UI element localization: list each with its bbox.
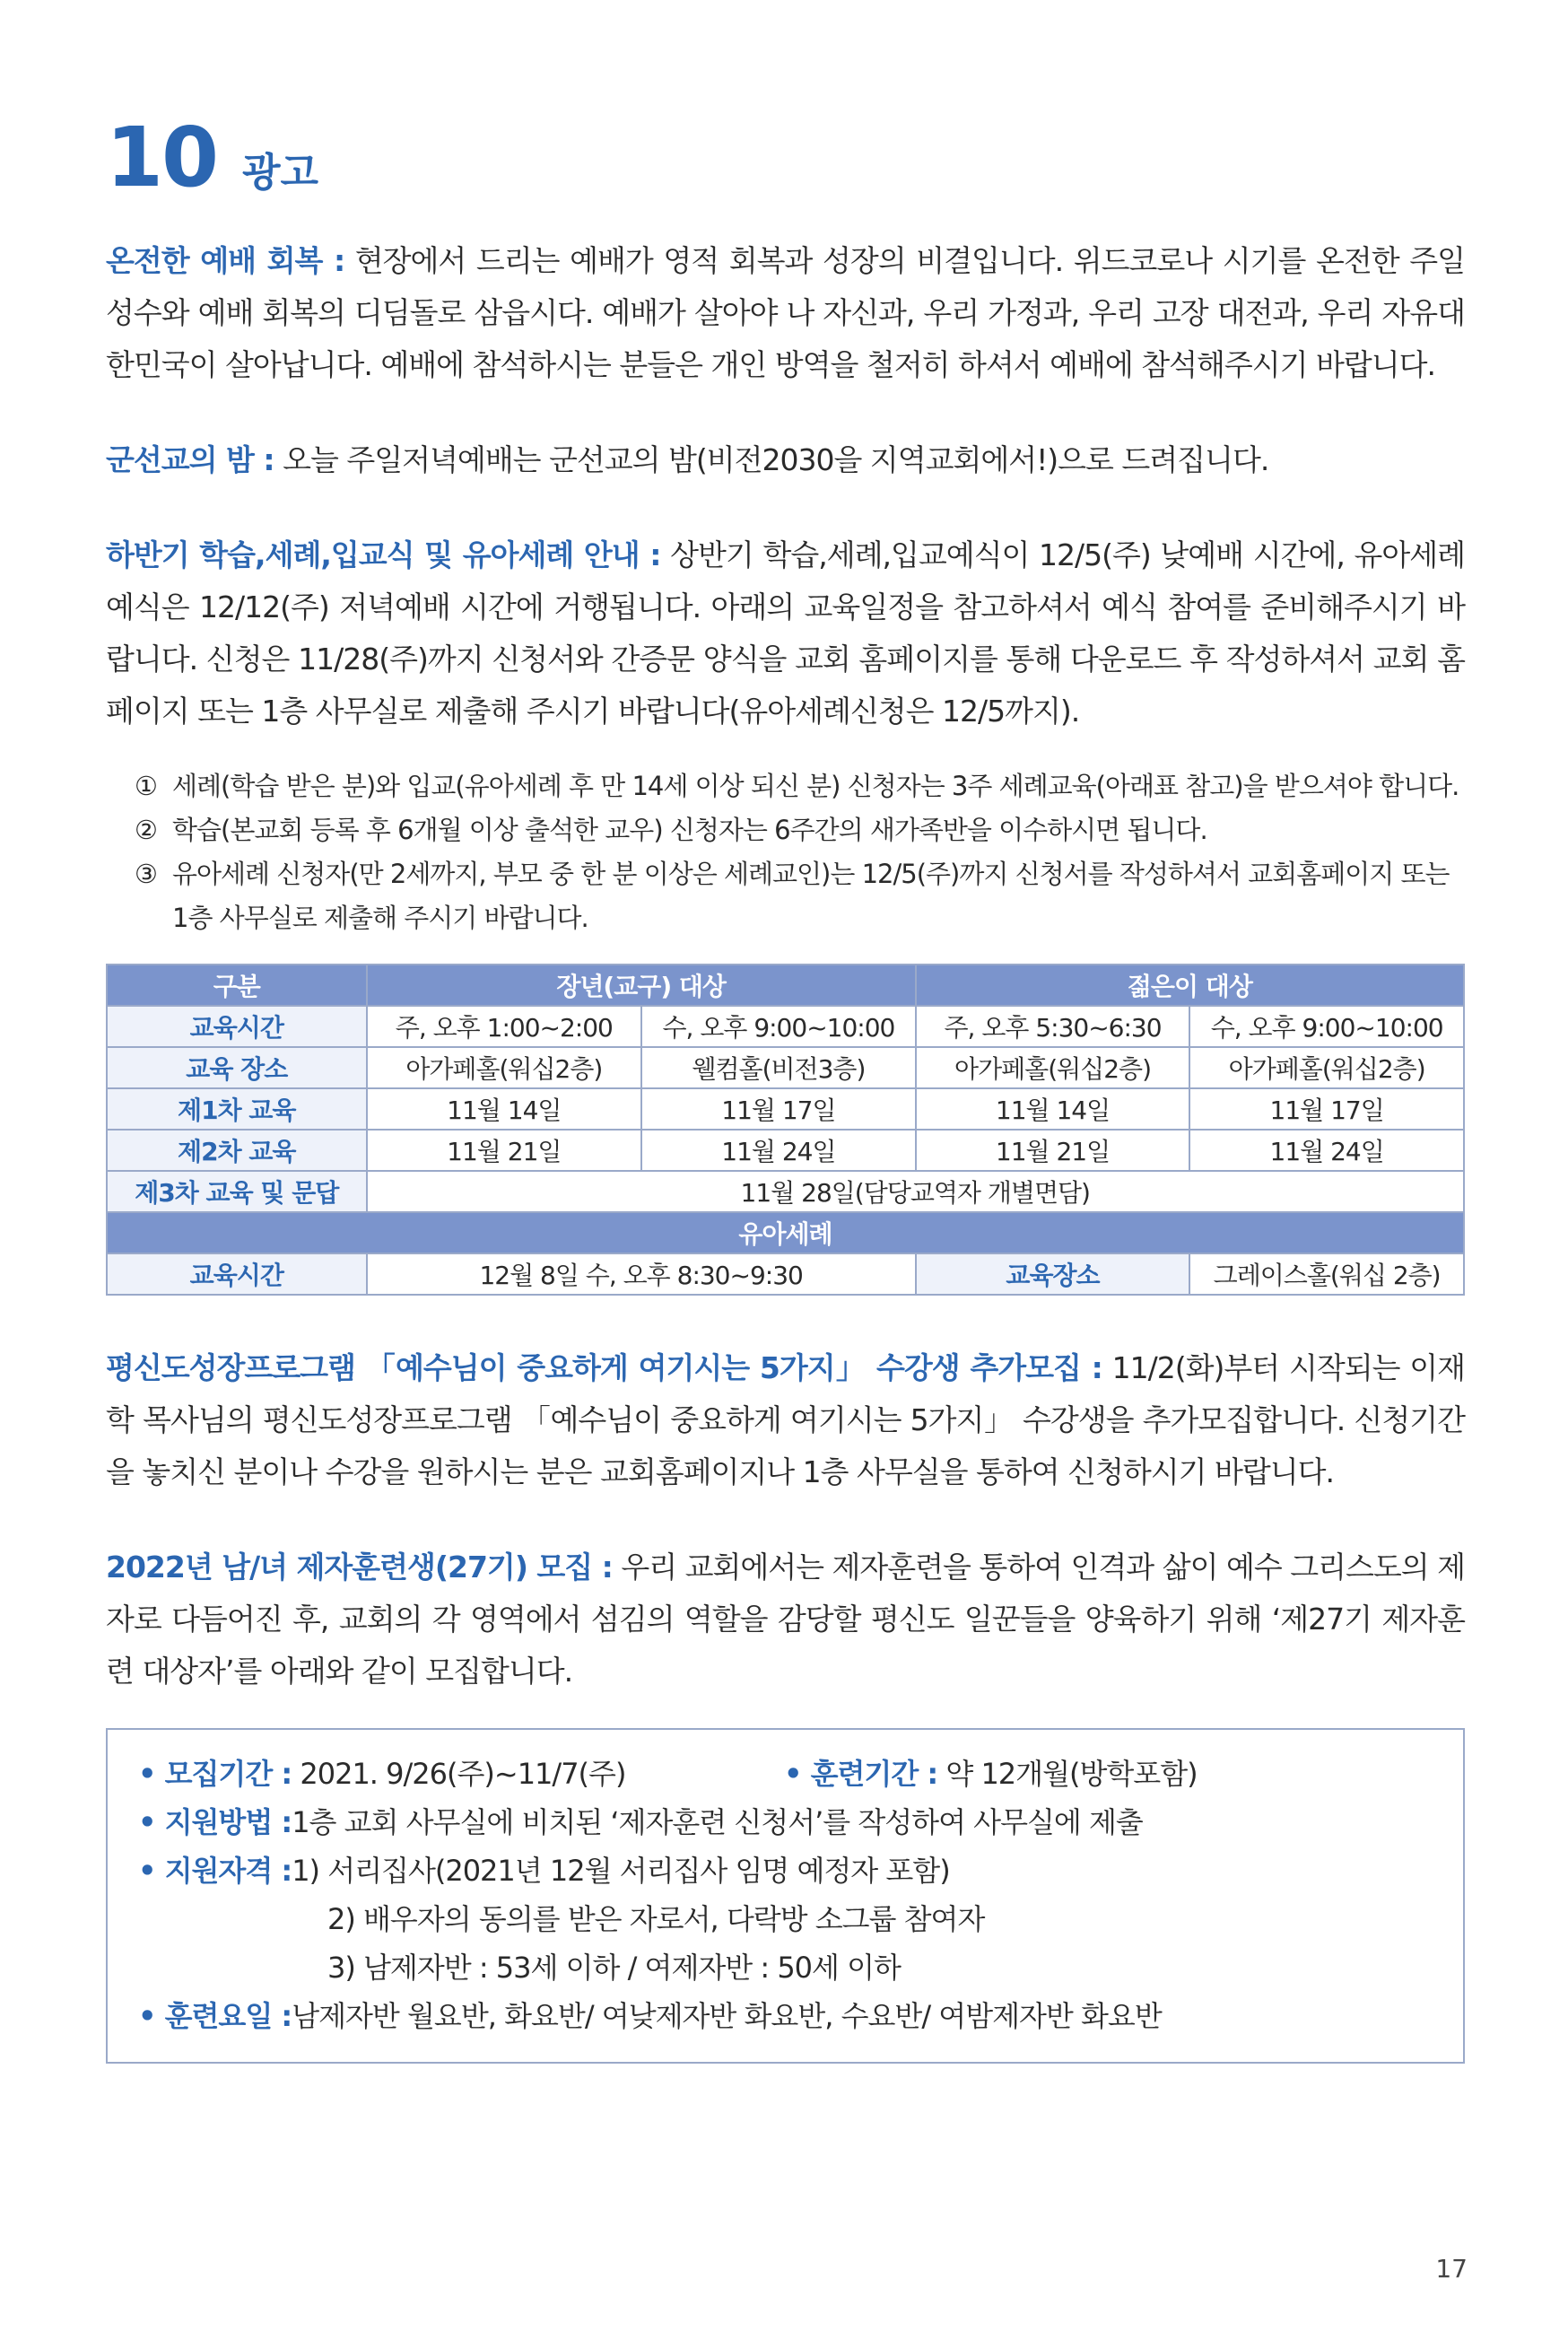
notice-body: 오늘 주일저녁예배는 군선교의 밤(비전2030을 지역교회에서!)으로 드려집니다. [274, 442, 1269, 477]
info-value: 2) 배우자의 동의를 받은 자로서, 다락방 소그룹 참여자 [327, 1902, 985, 1936]
row-label: 제2차 교육 [107, 1130, 367, 1171]
info-label: • 훈련기간 : [784, 1757, 938, 1791]
notice-body: 11/2(화)부터 시작되는 이재학 목사님의 평신도성장프로그램 「예수님이 중요하게 여기시는 5가지」 수강생을 추가모집합니다. 신청기간을 놓치신 분이나 수강을 원하시는 분은 교회홈페이지나 1층 사무실을 통하여 신청하시기 바랍니다. [106, 1350, 1466, 1489]
row-label: 교육시간 [107, 1253, 367, 1295]
table-cell: 11월 14일 [367, 1088, 642, 1130]
notice-body: 현장에서 드리는 예배가 영적 회복과 성장의 비결입니다. 위드코로나 시기를 온전한 주일성수와 예배 회복의 디딤돌로 삼읍시다. 예배가 살아야 나 자신과, 우리 가정과, 우리 고장 대전과, 우리 자유대한민국이 살아납니다. 예배에 참석하시는 분들은 개인 방역을 철저히 하셔서 예배에 참석해주시기 바랍니다. [106, 243, 1465, 382]
table-cell: 아가페홀(워십2층) [1189, 1047, 1464, 1088]
table-cell: 11월 24일 [641, 1130, 916, 1171]
notice-worship [106, 235, 1465, 391]
info-value: 3) 남제자반 : 53세 이하 / 여제자반 : 50세 이하 [327, 1951, 901, 1985]
notice-lead: 2022년 남/녀 제자훈련생(27기) 모집 : [106, 1550, 613, 1585]
table-header-row [107, 1212, 1464, 1253]
header-young: 젊은이 대상 [916, 965, 1464, 1006]
table-cell: 11월 21일 [916, 1130, 1190, 1171]
notice-lead: 군선교의 밤 : [106, 442, 274, 477]
notice-baptism [106, 529, 1465, 738]
row-label: 제3차 교육 및 문답 [107, 1171, 367, 1212]
table-cell: 주, 오후 5:30~6:30 [916, 1006, 1190, 1047]
table-row [107, 1006, 1464, 1047]
table-cell: 11월 24일 [1189, 1130, 1464, 1171]
list-item [135, 808, 1465, 852]
list-item [135, 852, 1465, 940]
row-label: 교육 장소 [107, 1047, 367, 1088]
notice-disciple-training [106, 1541, 1465, 1698]
row-label: 교육시간 [107, 1006, 367, 1047]
table-row [107, 1130, 1464, 1171]
info-label: • 훈련요일 : [138, 1999, 292, 2033]
info-period [138, 1750, 784, 1798]
notice-military [106, 434, 1465, 486]
notice-lead: 하반기 학습,세례,입교식 및 유아세례 안내 : [106, 537, 661, 572]
row-label: 제1차 교육 [107, 1088, 367, 1130]
row-label: 교육장소 [916, 1253, 1190, 1295]
table-cell: 수, 오후 9:00~10:00 [1189, 1006, 1464, 1047]
section-header [106, 109, 1465, 205]
table-header-row [107, 965, 1464, 1006]
info-value: 1층 교회 사무실에 비치된 ‘제자훈련 신청서’를 작성하여 사무실에 제출 [292, 1805, 1143, 1839]
list-item [135, 764, 1465, 808]
header-gubun: 구분 [107, 965, 367, 1006]
section-number: 10 [106, 109, 218, 205]
info-row [138, 1750, 1433, 1798]
notice-body: 우리 교회에서는 제자훈련을 통하여 인격과 삶이 예수 그리스도의 제자로 다듬어진 후, 교회의 각 영역에서 섬김의 역할을 감당할 평신도 일꾼들을 양육하기 위해 ‘제27기 제자훈련 대상자’를 아래와 같이 모집합니다. [106, 1550, 1465, 1689]
table-cell: 아가페홀(워십2층) [367, 1047, 642, 1088]
notice-body: 상반기 학습,세례,입교예식이 12/5(주) 낮예배 시간에, 유아세례예식은 12/12(주) 저녁예배 시간에 거행됩니다. 아래의 교육일정을 참고하셔서 예식 참여를 준비해주시기 바랍니다. 신청은 11/28(주)까지 신청서와 간증문 양식을 교회 홈페이지를 통해 다운로드 후 작성하셔서 교회 홈페이지 또는 1층 사무실로 제출해 주시기 바랍니다(유아세례신청은 12/5까지). [106, 537, 1465, 729]
table-cell: 웰컴홀(비전3층) [641, 1047, 916, 1088]
table-cell: 11월 14일 [916, 1088, 1190, 1130]
recruitment-info-box [106, 1728, 1465, 2064]
notice-lead: 온전한 예배 회복 : [106, 243, 345, 278]
list-text: 학습(본교회 등록 후 6개월 이상 출석한 교우) 신청자는 6주간의 새가족반을 이수하시면 됩니다. [172, 815, 1207, 845]
info-row [138, 1992, 1433, 2040]
page [106, 109, 1466, 2064]
list-marker: ② [135, 815, 157, 845]
info-value: 2021. 9/26(주)~11/7(주) [292, 1757, 626, 1791]
table-cell: 11월 17일 [641, 1088, 916, 1130]
notice-lead: 평신도성장프로그램 「예수님이 중요하게 여기시는 5가지」 수강생 추가모집 : [106, 1350, 1102, 1385]
info-label: • 모집기간 : [138, 1757, 292, 1791]
section-title: 광고 [242, 150, 319, 196]
table-row [107, 1047, 1464, 1088]
table-cell: 12월 8일 수, 오후 8:30~9:30 [367, 1253, 916, 1295]
table-row [107, 1171, 1464, 1212]
table-cell: 아가페홀(워십2층) [916, 1047, 1190, 1088]
list-marker: ① [135, 771, 157, 801]
info-row [138, 1895, 1433, 1943]
list-marker: ③ [135, 859, 157, 889]
info-label: • 지원방법 : [138, 1805, 292, 1839]
list-text: 유아세례 신청자(만 2세까지, 부모 중 한 분 이상은 세례교인)는 12/5(주)까지 신청서를 작성하셔서 교회홈페이지 또는 1층 사무실로 제출해 주시기 바랍니다. [172, 859, 1450, 933]
table-cell: 11월 21일 [367, 1130, 642, 1171]
page-number: 17 [1435, 2254, 1468, 2283]
list-text: 세례(학습 받은 분)와 입교(유아세례 후 만 14세 이상 되신 분) 신청자는 3주 세례교육(아래표 참고)을 받으셔야 합니다. [172, 771, 1459, 801]
info-value: 남제자반 월요반, 화요반/ 여낮제자반 화요반, 수요반/ 여밤제자반 화요반 [292, 1999, 1162, 2033]
info-training-period [784, 1750, 1198, 1798]
table-cell: 수, 오후 9:00~10:00 [641, 1006, 916, 1047]
education-schedule-table [106, 964, 1465, 1296]
table-row [107, 1088, 1464, 1130]
table-cell: 그레이스홀(워십 2층) [1189, 1253, 1464, 1295]
table-cell: 주, 오후 1:00~2:00 [367, 1006, 642, 1047]
info-row [138, 1798, 1433, 1846]
table-cell: 11월 28일(담당교역자 개별면담) [367, 1171, 1464, 1212]
header-infant-baptism: 유아세례 [107, 1212, 1464, 1253]
table-cell: 11월 17일 [1189, 1088, 1464, 1130]
baptism-list [106, 764, 1465, 940]
notice-lay-program [106, 1342, 1465, 1498]
info-value: 약 12개월(방학포함) [937, 1757, 1198, 1791]
header-adult: 장년(교구) 대상 [367, 965, 916, 1006]
info-row [138, 1846, 1433, 1895]
info-label: • 지원자격 : [138, 1854, 292, 1888]
table-row [107, 1253, 1464, 1295]
info-row [138, 1943, 1433, 1992]
info-value: 1) 서리집사(2021년 12월 서리집사 임명 예정자 포함) [292, 1854, 950, 1888]
